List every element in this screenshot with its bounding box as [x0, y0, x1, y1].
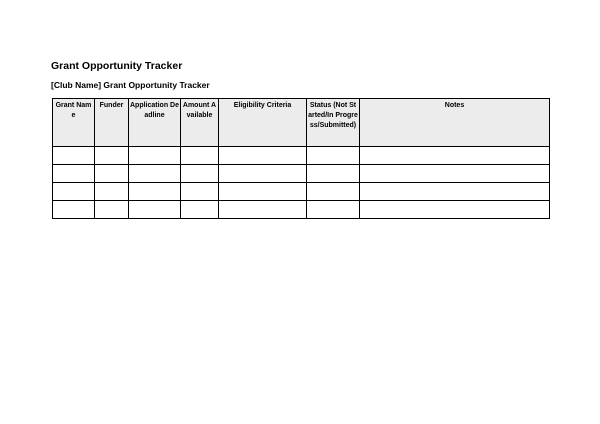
table-cell[interactable] [307, 183, 360, 201]
table-header-row [53, 99, 550, 147]
header-grant-name: Grant Name [53, 99, 95, 147]
table-cell[interactable] [181, 183, 219, 201]
table-cell[interactable] [95, 183, 129, 201]
header-funder: Funder [95, 99, 129, 147]
table-cell[interactable] [360, 183, 550, 201]
table-cell[interactable] [129, 201, 181, 219]
tracker-subtitle: [Club Name] Grant Opportunity Tracker [51, 80, 210, 90]
table-cell[interactable] [53, 165, 95, 183]
grant-tracker-table [52, 98, 550, 219]
table-cell[interactable] [181, 147, 219, 165]
table-cell[interactable] [219, 165, 307, 183]
table-cell[interactable] [360, 165, 550, 183]
header-notes: Notes [360, 99, 550, 147]
table-cell[interactable] [95, 165, 129, 183]
page-title: Grant Opportunity Tracker [51, 60, 183, 72]
table-cell[interactable] [219, 147, 307, 165]
header-amount-available: Amount Available [181, 99, 219, 147]
table-row [53, 147, 550, 165]
table-cell[interactable] [219, 183, 307, 201]
table-cell[interactable] [360, 201, 550, 219]
table-cell[interactable] [307, 147, 360, 165]
table-cell[interactable] [129, 183, 181, 201]
table-cell[interactable] [181, 165, 219, 183]
header-status: Status (Not Started/In Progress/Submitted) [307, 99, 360, 147]
table-cell[interactable] [307, 201, 360, 219]
table-cell[interactable] [219, 201, 307, 219]
table-cell[interactable] [129, 147, 181, 165]
table-cell[interactable] [53, 147, 95, 165]
table-cell[interactable] [181, 201, 219, 219]
header-application-deadline: Application Deadline [129, 99, 181, 147]
table-row [53, 201, 550, 219]
table-row [53, 165, 550, 183]
table-cell[interactable] [53, 183, 95, 201]
table-cell[interactable] [95, 201, 129, 219]
table-cell[interactable] [307, 165, 360, 183]
table-cell[interactable] [95, 147, 129, 165]
table-cell[interactable] [129, 165, 181, 183]
table-row [53, 183, 550, 201]
table-cell[interactable] [360, 147, 550, 165]
header-eligibility-criteria: Eligibility Criteria [219, 99, 307, 147]
table-cell[interactable] [53, 201, 95, 219]
